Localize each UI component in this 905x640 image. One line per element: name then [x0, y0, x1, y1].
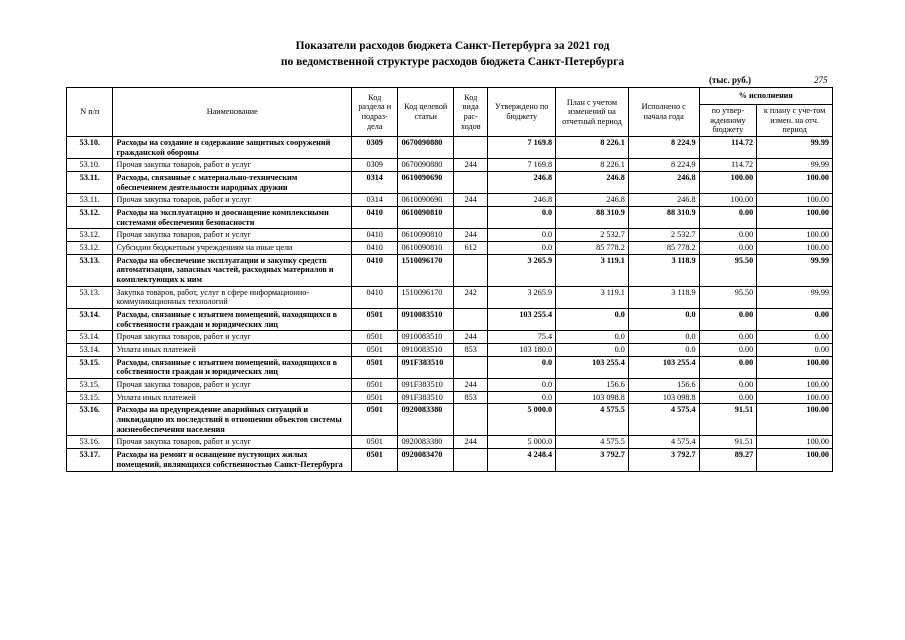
- row-name: Расходы на создание и содержание защитных сооружений гражданской обороны: [113, 137, 351, 159]
- row-pct-plan: 100.00: [757, 391, 833, 404]
- row-approved: 0.0: [488, 242, 556, 255]
- row-target-code: 0920083380: [398, 404, 454, 436]
- table-row: [67, 344, 833, 357]
- row-executed: 85 778.2: [628, 242, 699, 255]
- table-row: [67, 207, 833, 229]
- row-pct-approved: 91.51: [699, 436, 757, 449]
- row-executed: 3 792.7: [628, 449, 699, 471]
- row-pct-approved: 91.51: [699, 404, 757, 436]
- row-name: Расходы на обеспечение эксплуатации и закупку средств автоматизации, запасных частей, расходных материалов и комплектующих к ним: [113, 254, 351, 286]
- row-plan: 0.0: [556, 309, 629, 331]
- row-section-code: 0410: [351, 242, 397, 255]
- header-pct-plan: к плану с уче-том измен. на отч. период: [757, 105, 833, 137]
- row-executed: 4 575.4: [628, 436, 699, 449]
- row-name: Расходы, связанные с материально-техническим обеспечением деятельности народных дружин: [113, 172, 351, 194]
- row-number: 53.11.: [67, 194, 113, 207]
- row-executed: 156.6: [628, 379, 699, 392]
- header-num: N п/п: [67, 88, 113, 137]
- row-number: 53.13.: [67, 286, 113, 308]
- row-pct-approved: 0.00: [699, 379, 757, 392]
- row-name: Прочая закупка товаров, работ и услуг: [113, 436, 351, 449]
- row-pct-plan: 99.99: [757, 159, 833, 172]
- table-row: [67, 331, 833, 344]
- row-target-code: 0610090690: [398, 194, 454, 207]
- row-pct-plan: 100.00: [757, 194, 833, 207]
- row-plan: 246.8: [556, 172, 629, 194]
- row-name: Расходы на эксплуатацию и дооснащение комплексными системами обеспечения безопасности: [113, 207, 351, 229]
- row-name: Прочая закупка товаров, работ и услуг: [113, 229, 351, 242]
- row-section-code: 0501: [351, 356, 397, 378]
- row-pct-approved: 95.50: [699, 286, 757, 308]
- row-target-code: 0910083510: [398, 331, 454, 344]
- row-target-code: 1510096170: [398, 254, 454, 286]
- table-row: [67, 194, 833, 207]
- row-plan: 8 226.1: [556, 159, 629, 172]
- row-pct-plan: 100.00: [757, 172, 833, 194]
- row-number: 53.12.: [67, 242, 113, 255]
- row-pct-plan: 100.00: [757, 229, 833, 242]
- row-pct-approved: 0.00: [699, 242, 757, 255]
- row-target-code: 0910083510: [398, 309, 454, 331]
- row-expense-type-code: 612: [454, 242, 488, 255]
- row-name: Расходы, связанные с изъятием помещений, находящихся в собственности граждан и юридических лиц: [113, 309, 351, 331]
- row-number: 53.10.: [67, 159, 113, 172]
- table-body: [67, 137, 833, 471]
- row-number: 53.14.: [67, 344, 113, 357]
- row-executed: 4 575.4: [628, 404, 699, 436]
- row-pct-approved: 114.72: [699, 137, 757, 159]
- row-approved: 5 000.0: [488, 404, 556, 436]
- row-number: 53.15.: [67, 391, 113, 404]
- row-pct-plan: 100.00: [757, 242, 833, 255]
- row-plan: 4 575.5: [556, 404, 629, 436]
- header-plan: План с учетом изменений на отчетный период: [556, 88, 629, 137]
- row-name: Расходы на ремонт и оснащение пустующих жилых помещений, являющихся собственностью Санкт-Петербурга: [113, 449, 351, 471]
- row-executed: 103 098.8: [628, 391, 699, 404]
- row-pct-approved: 100.00: [699, 172, 757, 194]
- row-name: Уплата иных платежей: [113, 344, 351, 357]
- row-approved: 0.0: [488, 229, 556, 242]
- row-pct-plan: 100.00: [757, 207, 833, 229]
- row-number: 53.14.: [67, 309, 113, 331]
- header-executed: Исполнено с начала года: [628, 88, 699, 137]
- row-executed: 2 532.7: [628, 229, 699, 242]
- row-section-code: 0314: [351, 172, 397, 194]
- header-target-code: Код целевой статьи: [398, 88, 454, 137]
- row-approved: 0.0: [488, 207, 556, 229]
- row-executed: 103 255.4: [628, 356, 699, 378]
- row-plan: 246.8: [556, 194, 629, 207]
- table-row: [67, 436, 833, 449]
- row-target-code: 0610090810: [398, 207, 454, 229]
- table-row: [67, 172, 833, 194]
- row-expense-type-code: [454, 449, 488, 471]
- row-expense-type-code: 853: [454, 344, 488, 357]
- table-row: [67, 286, 833, 308]
- row-pct-plan: 0.00: [757, 309, 833, 331]
- row-section-code: 0309: [351, 137, 397, 159]
- table-row: [67, 309, 833, 331]
- row-pct-plan: 99.99: [757, 137, 833, 159]
- table-row: [67, 449, 833, 471]
- row-pct-approved: 95.50: [699, 254, 757, 286]
- row-executed: 0.0: [628, 344, 699, 357]
- row-number: 53.15.: [67, 356, 113, 378]
- row-plan: 88 310.9: [556, 207, 629, 229]
- row-expense-type-code: 244: [454, 331, 488, 344]
- row-approved: 4 248.4: [488, 449, 556, 471]
- row-expense-type-code: 244: [454, 229, 488, 242]
- row-expense-type-code: 244: [454, 159, 488, 172]
- row-name: Прочая закупка товаров, работ и услуг: [113, 159, 351, 172]
- row-expense-type-code: [454, 172, 488, 194]
- row-pct-plan: 100.00: [757, 449, 833, 471]
- row-pct-plan: 100.00: [757, 379, 833, 392]
- row-plan: 103 098.8: [556, 391, 629, 404]
- row-plan: 0.0: [556, 344, 629, 357]
- row-pct-approved: 0.00: [699, 309, 757, 331]
- row-expense-type-code: [454, 356, 488, 378]
- row-approved: 3 265.9: [488, 254, 556, 286]
- row-number: 53.12.: [67, 207, 113, 229]
- row-name: Прочая закупка товаров, работ и услуг: [113, 194, 351, 207]
- row-plan: 156.6: [556, 379, 629, 392]
- row-expense-type-code: [454, 404, 488, 436]
- row-expense-type-code: [454, 207, 488, 229]
- row-pct-approved: 0.00: [699, 356, 757, 378]
- row-target-code: 0920083380: [398, 436, 454, 449]
- row-target-code: 0610090810: [398, 242, 454, 255]
- currency-unit-label: (тыс. руб.): [709, 75, 751, 85]
- row-approved: 0.0: [488, 391, 556, 404]
- row-number: 53.17.: [67, 449, 113, 471]
- header-pct-approved: по утвер-жденному бюджету: [699, 105, 757, 137]
- row-executed: 246.8: [628, 194, 699, 207]
- row-name: Уплата иных платежей: [113, 391, 351, 404]
- row-target-code: 1510096170: [398, 286, 454, 308]
- row-pct-plan: 100.00: [757, 356, 833, 378]
- row-plan: 8 226.1: [556, 137, 629, 159]
- row-number: 53.16.: [67, 436, 113, 449]
- row-section-code: 0410: [351, 286, 397, 308]
- row-plan: 4 575.5: [556, 436, 629, 449]
- header-expense-type-code: Код вида рас-ходов: [454, 88, 488, 137]
- row-plan: 3 792.7: [556, 449, 629, 471]
- row-plan: 2 532.7: [556, 229, 629, 242]
- row-pct-plan: 0.00: [757, 331, 833, 344]
- row-number: 53.14.: [67, 331, 113, 344]
- row-number: 53.10.: [67, 137, 113, 159]
- row-approved: 246.8: [488, 194, 556, 207]
- row-executed: 3 118.9: [628, 254, 699, 286]
- row-name: Прочая закупка товаров, работ и услуг: [113, 331, 351, 344]
- row-section-code: 0501: [351, 391, 397, 404]
- row-name: Расходы, связанные с изъятием помещений, находящихся в собственности граждан и юридических лиц: [113, 356, 351, 378]
- row-executed: 246.8: [628, 172, 699, 194]
- row-name: Закупка товаров, работ, услуг в сфере информационно-коммуникационных технологий: [113, 286, 351, 308]
- row-section-code: 0501: [351, 404, 397, 436]
- row-section-code: 0501: [351, 344, 397, 357]
- row-approved: 0.0: [488, 356, 556, 378]
- row-section-code: 0501: [351, 379, 397, 392]
- row-section-code: 0410: [351, 229, 397, 242]
- row-plan: 103 255.4: [556, 356, 629, 378]
- row-target-code: 0920083470: [398, 449, 454, 471]
- header-approved: Утверждено по бюджету: [488, 88, 556, 137]
- row-executed: 0.0: [628, 309, 699, 331]
- row-plan: 0.0: [556, 331, 629, 344]
- row-approved: 5 000.0: [488, 436, 556, 449]
- row-expense-type-code: 242: [454, 286, 488, 308]
- row-number: 53.13.: [67, 254, 113, 286]
- table-row: [67, 242, 833, 255]
- table-row: [67, 137, 833, 159]
- row-expense-type-code: [454, 254, 488, 286]
- row-pct-plan: 100.00: [757, 404, 833, 436]
- table-row: [67, 356, 833, 378]
- row-plan: 85 778.2: [556, 242, 629, 255]
- row-executed: 88 310.9: [628, 207, 699, 229]
- row-expense-type-code: [454, 137, 488, 159]
- row-name: Субсидии бюджетным учреждениям на иные цели: [113, 242, 351, 255]
- table-row: [67, 254, 833, 286]
- row-pct-plan: 99.99: [757, 254, 833, 286]
- row-executed: 8 224.9: [628, 137, 699, 159]
- row-expense-type-code: [454, 309, 488, 331]
- row-name: Прочая закупка товаров, работ и услуг: [113, 379, 351, 392]
- page-number: 275: [814, 75, 828, 85]
- row-section-code: 0501: [351, 449, 397, 471]
- row-approved: 103 255.4: [488, 309, 556, 331]
- row-approved: 75.4: [488, 331, 556, 344]
- row-executed: 8 224.9: [628, 159, 699, 172]
- report-title-line-2: по ведомственной структуре расходов бюджета Санкт-Петербурга: [280, 56, 625, 68]
- row-plan: 3 119.1: [556, 286, 629, 308]
- row-target-code: 0610090810: [398, 229, 454, 242]
- row-section-code: 0410: [351, 207, 397, 229]
- row-approved: 103 180.0: [488, 344, 556, 357]
- row-target-code: 0610090690: [398, 172, 454, 194]
- report-title-line-1: Показатели расходов бюджета Санкт-Петербурга за 2021 год: [295, 40, 610, 52]
- row-pct-plan: 100.00: [757, 436, 833, 449]
- row-number: 53.11.: [67, 172, 113, 194]
- header-execution-percent: % исполнения: [699, 88, 832, 105]
- row-pct-approved: 0.00: [699, 229, 757, 242]
- row-target-code: 091F383510: [398, 391, 454, 404]
- row-section-code: 0501: [351, 309, 397, 331]
- row-target-code: 0670090880: [398, 159, 454, 172]
- table-row: [67, 379, 833, 392]
- row-pct-approved: 0.00: [699, 331, 757, 344]
- row-pct-plan: 0.00: [757, 344, 833, 357]
- table-row: [67, 159, 833, 172]
- row-pct-approved: 0.00: [699, 207, 757, 229]
- row-expense-type-code: 244: [454, 436, 488, 449]
- row-target-code: 091F383510: [398, 379, 454, 392]
- row-name: Расходы на предупреждение аварийных ситуаций и ликвидацию их последствий в отношении объектов системы жизнеобеспечения населения: [113, 404, 351, 436]
- row-number: 53.16.: [67, 404, 113, 436]
- row-plan: 3 119.1: [556, 254, 629, 286]
- table-row: [67, 229, 833, 242]
- row-pct-approved: 114.72: [699, 159, 757, 172]
- row-target-code: 0670090880: [398, 137, 454, 159]
- header-section-code: Код раздела и подраз-дела: [351, 88, 397, 137]
- row-approved: 246.8: [488, 172, 556, 194]
- table-row: [67, 404, 833, 436]
- row-section-code: 0501: [351, 331, 397, 344]
- row-number: 53.12.: [67, 229, 113, 242]
- row-target-code: 0910083510: [398, 344, 454, 357]
- row-section-code: 0314: [351, 194, 397, 207]
- row-section-code: 0501: [351, 436, 397, 449]
- row-approved: 7 169.8: [488, 159, 556, 172]
- row-expense-type-code: 244: [454, 194, 488, 207]
- row-section-code: 0410: [351, 254, 397, 286]
- row-approved: 0.0: [488, 379, 556, 392]
- row-approved: 3 265.9: [488, 286, 556, 308]
- row-pct-approved: 0.00: [699, 391, 757, 404]
- row-expense-type-code: 244: [454, 379, 488, 392]
- row-executed: 0.0: [628, 331, 699, 344]
- row-pct-approved: 100.00: [699, 194, 757, 207]
- row-pct-approved: 89.27: [699, 449, 757, 471]
- row-section-code: 0309: [351, 159, 397, 172]
- row-expense-type-code: 853: [454, 391, 488, 404]
- table-row: [67, 391, 833, 404]
- row-executed: 3 118.9: [628, 286, 699, 308]
- table-header: [67, 88, 833, 137]
- row-pct-plan: 99.99: [757, 286, 833, 308]
- header-name: Наименование: [113, 88, 351, 137]
- budget-table: [66, 87, 833, 472]
- row-approved: 7 169.8: [488, 137, 556, 159]
- row-pct-approved: 0.00: [699, 344, 757, 357]
- row-target-code: 091F383510: [398, 356, 454, 378]
- row-number: 53.15.: [67, 379, 113, 392]
